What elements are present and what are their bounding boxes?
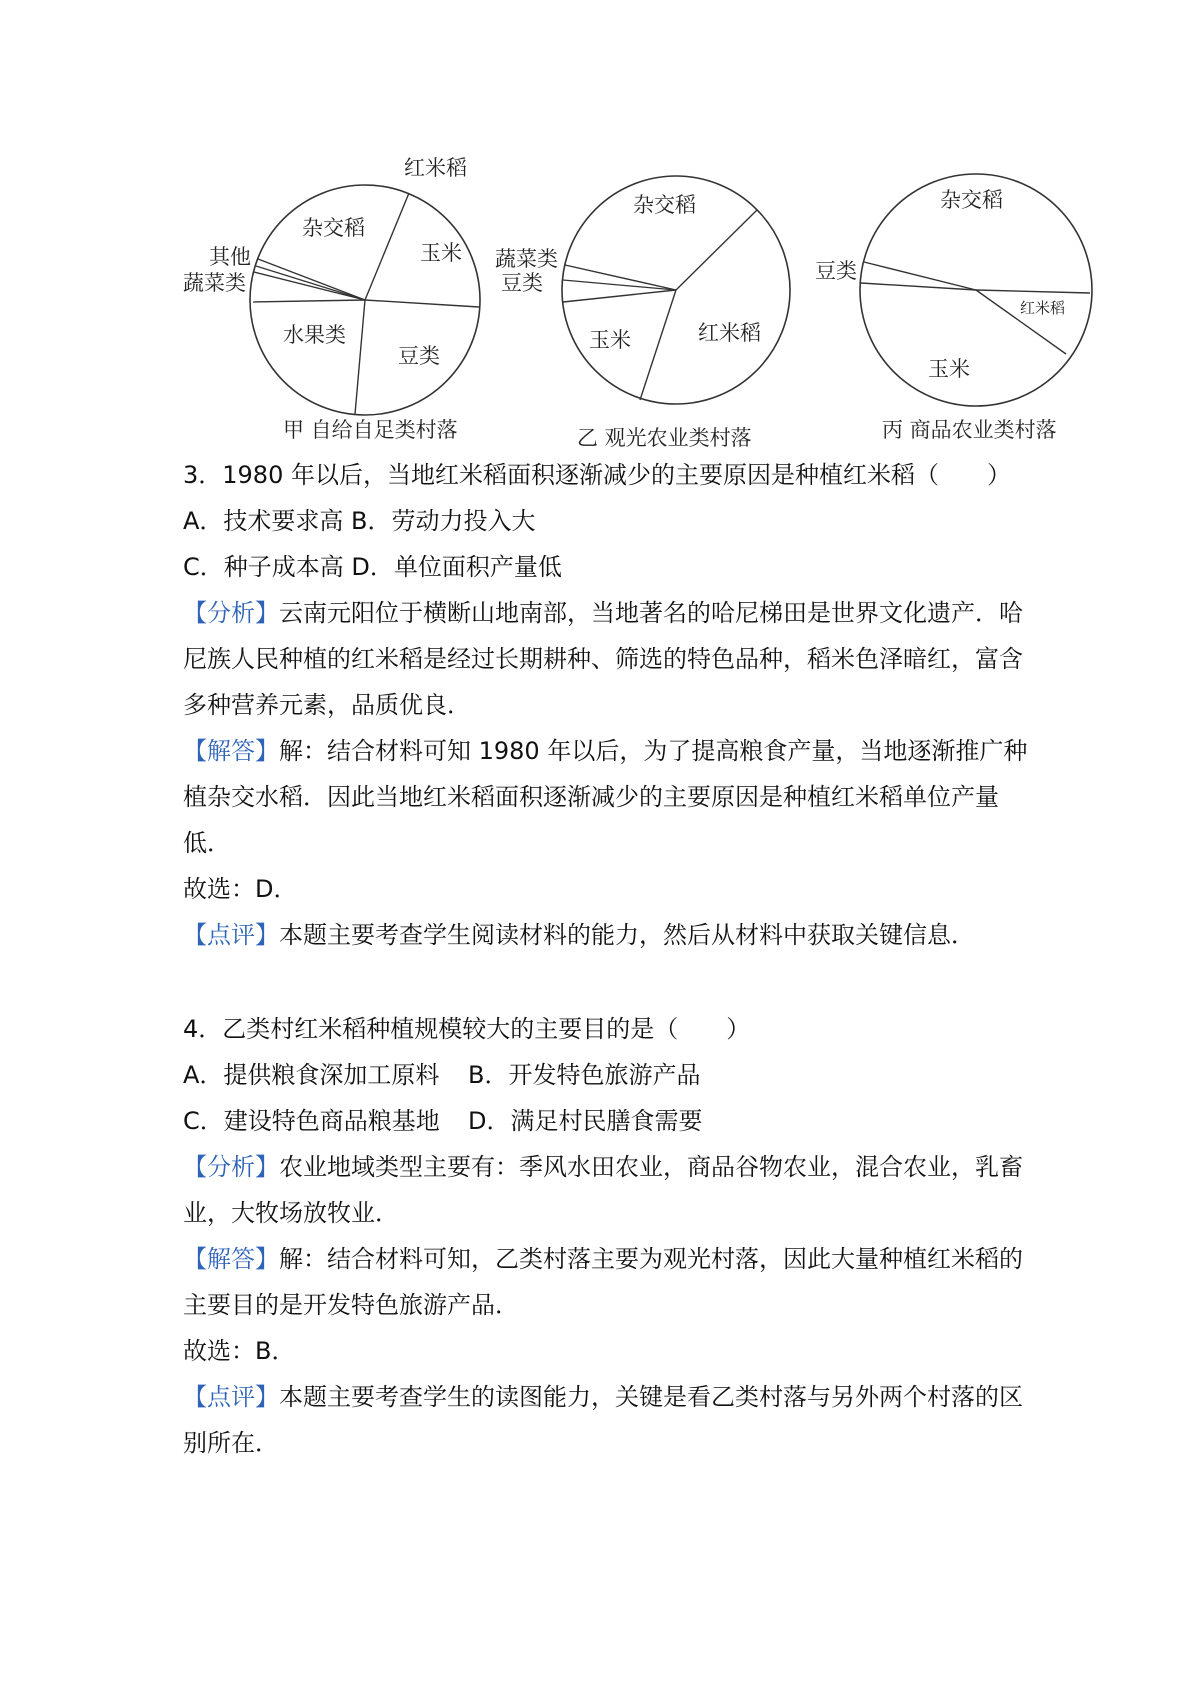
q3-answer <box>183 728 1043 774</box>
pie-chart-yi <box>495 176 790 450</box>
pie-caption: 乙 观光农业类村落 <box>577 426 752 450</box>
pie-divider <box>563 280 676 290</box>
pie-label: 蔬菜类 <box>183 271 246 295</box>
pie-label: 杂交稻 <box>633 193 696 217</box>
q3-options-ab: A．技术要求高 B．劳动力投入大 <box>183 507 536 535</box>
q3-answer-line: 植杂交水稻．因此当地红米稻面积逐渐减少的主要原因是种植红米稻单位产量 <box>183 783 999 811</box>
analysis-tag: 【分析】 <box>183 599 279 627</box>
q4-option-a: A．提供粮食深加工原料 <box>183 1061 440 1089</box>
question-content <box>183 452 1043 1466</box>
q3-comment <box>183 912 1043 958</box>
q3-options-cd: C．种子成本高 D．单位面积产量低 <box>183 553 562 581</box>
pie-label: 杂交稻 <box>302 216 365 240</box>
q4-answer <box>183 1236 1043 1282</box>
pie-chart-jia <box>183 156 480 442</box>
comment-tag: 【点评】 <box>183 1383 279 1411</box>
q4-comment <box>183 1374 1043 1420</box>
pie-divider <box>864 262 976 290</box>
pie-divider <box>253 300 365 302</box>
pie-divider <box>861 283 976 290</box>
pie-divider <box>365 193 409 300</box>
pie-label: 玉米 <box>589 328 631 352</box>
spacer <box>183 958 1043 1006</box>
analysis-tag: 【分析】 <box>183 1153 279 1181</box>
pie-divider <box>355 300 365 414</box>
q3-analysis-line: 尼族人民种植的红米稻是经过长期耕种、筛选的特色品种，稻米色泽暗红，富含 <box>183 645 1023 673</box>
pie-label: 豆类 <box>815 259 857 283</box>
q4-comment-line: 别所在． <box>183 1429 279 1457</box>
q4-options-cd <box>183 1098 1043 1144</box>
answer-tag: 【解答】 <box>183 737 279 765</box>
comment-text: 本题主要考查学生阅读材料的能力，然后从材料中获取关键信息． <box>279 921 975 949</box>
q3-stem: 3．1980 年以后，当地红米稻面积逐渐减少的主要原因是种植红米稻（ ） <box>183 461 1011 489</box>
pie-label: 水果类 <box>283 323 346 347</box>
answer-text: 解：结合材料可知 1980 年以后，为了提高粮食产量，当地逐渐推广种 <box>279 737 1028 765</box>
pie-divider <box>565 265 676 290</box>
pie-label: 红米稻 <box>1020 299 1066 317</box>
pie-label: 豆类 <box>398 344 440 368</box>
q4-analysis-line: 业，大牧场放牧业． <box>183 1199 399 1227</box>
pie-caption: 丙 商品农业类村落 <box>882 418 1057 442</box>
pie-label: 杂交稻 <box>940 188 1003 212</box>
pie-divider <box>676 210 757 290</box>
pie-divider <box>258 259 365 300</box>
pie-label: 玉米 <box>420 241 462 265</box>
pie-divider <box>254 272 365 300</box>
pie-divider <box>256 266 365 300</box>
pie-label: 红米稻 <box>698 321 761 345</box>
pie-divider <box>365 300 479 307</box>
pie-label: 玉米 <box>928 357 970 381</box>
pie-divider <box>563 290 676 302</box>
q4-answer-line: 主要目的是开发特色旅游产品． <box>183 1291 519 1319</box>
q4-choice: 故选：B． <box>183 1337 296 1365</box>
comment-tag: 【点评】 <box>183 921 279 949</box>
pie-label: 红米稻 <box>404 156 467 180</box>
q3-choice: 故选：D． <box>183 875 298 903</box>
pie-chart-bing <box>815 174 1092 442</box>
pie-chart-figure <box>0 0 1200 450</box>
pie-label: 蔬菜类 <box>495 247 558 271</box>
pie-divider <box>640 290 676 400</box>
q3-analysis <box>183 590 1043 636</box>
answer-tag: 【解答】 <box>183 1245 279 1273</box>
q3-analysis-line: 多种营养元素，品质优良． <box>183 691 471 719</box>
analysis-text: 云南元阳位于横断山地南部，当地著名的哈尼梯田是世界文化遗产．哈 <box>279 599 1023 627</box>
q4-options-ab <box>183 1052 1043 1098</box>
q4-option-c: C．建设特色商品粮基地 <box>183 1107 440 1135</box>
q4-analysis <box>183 1144 1043 1190</box>
q4-stem: 4．乙类村红米稻种植规模较大的主要目的是（ ） <box>183 1015 751 1043</box>
q4-option-d: D．满足村民膳食需要 <box>468 1107 703 1135</box>
analysis-text: 农业地域类型主要有：季风水田农业，商品谷物农业，混合农业，乳畜 <box>279 1153 1023 1181</box>
pie-divider <box>976 290 1090 293</box>
pie-label: 其他 <box>209 245 251 269</box>
q3-answer-line: 低． <box>183 829 231 857</box>
q4-option-b: B．开发特色旅游产品 <box>468 1061 701 1089</box>
pie-caption: 甲 自给自足类村落 <box>283 418 458 442</box>
comment-text: 本题主要考查学生的读图能力，关键是看乙类村落与另外两个村落的区 <box>279 1383 1023 1411</box>
answer-text: 解：结合材料可知，乙类村落主要为观光村落，因此大量种植红米稻的 <box>279 1245 1023 1273</box>
pie-label: 豆类 <box>501 271 543 295</box>
